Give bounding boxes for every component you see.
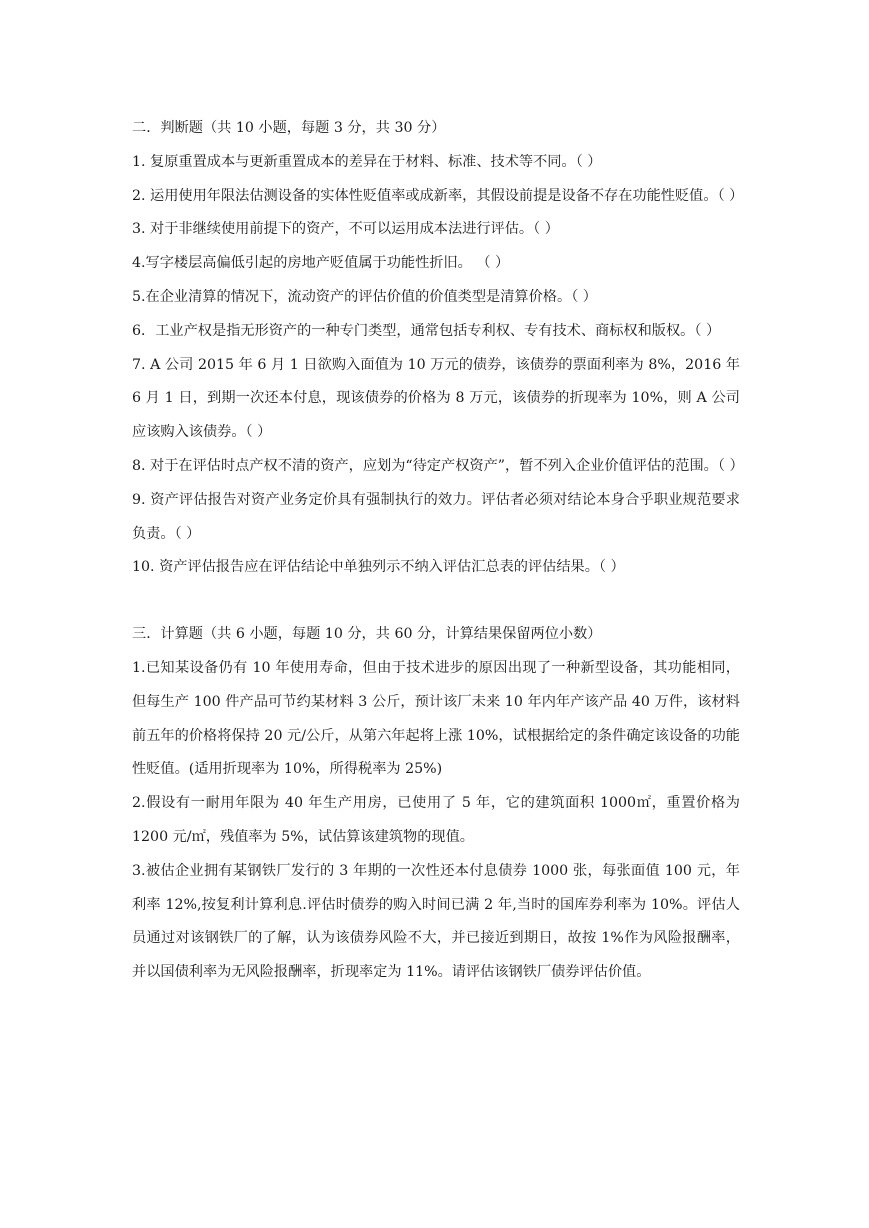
question-3-2: 2.假设有一耐用年限为 40 年生产用房，已使用了 5 年，它的建筑面积 1000㎡，重置价格为 1200 元/㎡，残值率为 5%，试估算该建筑物的现值。 <box>132 795 740 845</box>
document-body <box>132 112 744 990</box>
section-2-title: 二．判断题（共 10 小题，每题 3 分，共 30 分） <box>132 120 446 136</box>
question-2-2: 2. 运用使用年限法估测设备的实体性贬值率或成新率，其假设前提是设备不存在功能性贬值。（ ） <box>132 187 744 204</box>
question-2-10: 10. 资产评估报告应在评估结论中单独列示不纳入评估汇总表的评估结果。（ ） <box>132 559 625 576</box>
question-3-1: 1.已知某设备仍有 10 年使用寿命，但由于技术进步的原因出现了一种新型设备，其功能相同，但每生产 100 件产品可节约某材料 3 公斤，预计该厂未来 10 年内年产该产品 40 万件，该材料前五年的价格将保持 20 元/公斤，从第六年起将上涨 10%，试根据给定的条件确定该设备的功能性贬值。(适用折现率为 10%，所得税率为 25%) <box>132 659 740 778</box>
question-3-3: 3.被估企业拥有某钢铁厂发行的 3 年期的一次性还本付息债券 1000 张，每张面值 100 元，年利率 12%,按复利计算利息.评估时债券的购入时间已满 2 年,当时的国库券利率为 10%。评估人员通过对该钢铁厂的了解，认为该债券风险不大，并已接近到期日，故按 1%作为风险报酬率，并以国债利率为无风险报酬率，折现率定为 11%。请评估该钢铁厂债券评估价值。 <box>132 862 740 981</box>
question-2-3: 3. 对于非继续使用前提下的资产，不可以运用成本法进行评估。（ ） <box>132 221 559 238</box>
question-2-4: 4.写字楼层高偏低引起的房地产贬值属于功能性折旧。 （ ） <box>132 255 510 272</box>
question-2-8: 8. 对于在评估时点产权不清的资产，应划为“待定产权资产”，暂不列入企业价值评估的范围。（ ） <box>132 457 744 474</box>
section-spacer <box>132 585 740 618</box>
section-3-title: 三．计算题（共 6 小题，每题 10 分，共 60 分，计算结果保留两位小数） <box>132 626 602 643</box>
question-2-6: 6．工业产权是指无形资产的一种专门类型，通常包括专利权、专有技术、商标权和版权。（ ） <box>132 322 721 339</box>
question-2-1: 1. 复原重置成本与更新重置成本的差异在于材料、标准、技术等不同。（ ） <box>132 153 602 170</box>
question-2-5: 5.在企业清算的情况下，流动资产的评估价值的价值类型是清算价格。（ ） <box>132 288 597 305</box>
question-2-9: 9. 资产评估报告对资产业务定价具有强制执行的效力。评估者必须对结论本身合乎职业规范要求负责。（ ） <box>132 491 740 542</box>
question-2-7: 7. A 公司 2015 年 6 月 1 日欲购入面值为 10 万元的债券，该债券的票面利率为 8%，2016 年 6 月 1 日，到期一次还本付息，现该债券的价格为 8 万元，该债券的折现率为 10%，则 A 公司应该购入该债券。（ ） <box>132 356 740 441</box>
